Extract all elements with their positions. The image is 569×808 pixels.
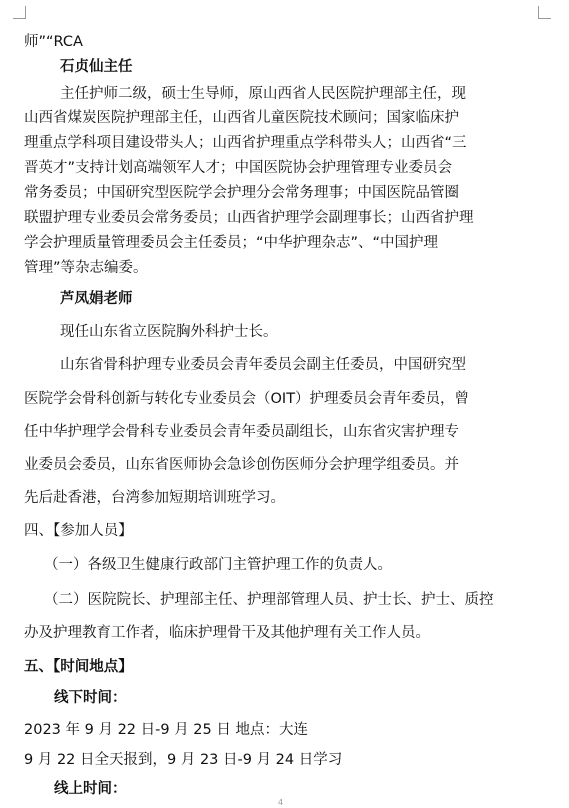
text-line: 联盟护理专业委员会常务委员；山西省护理学会副理事长；山西省护理 bbox=[24, 210, 474, 226]
text-line: 办及护理教育工作者，临床护理骨干及其他护理有关工作人员。 bbox=[24, 625, 430, 641]
page-number: 4 bbox=[278, 798, 284, 807]
text-line: 山西省煤炭医院护理部主任，山西省儿童医院技术顾问；国家临床护 bbox=[24, 110, 459, 126]
text-line: 晋英才”支持计划高端领军人才；中国医院协会护理管理专业委员会 bbox=[24, 160, 453, 176]
list-item: （一）各级卫生健康行政部门主管护理工作的负责人。 bbox=[44, 557, 392, 573]
subheading-offline-time: 线下时间： bbox=[54, 690, 127, 706]
page-corner-mark-top-right bbox=[538, 6, 551, 19]
text-line: 现任山东省立医院胸外科护士长。 bbox=[60, 324, 278, 340]
text-line: 理重点学科项目建设带头人；山西省护理重点学科带头人；山西省“三 bbox=[24, 135, 467, 151]
text-line: 山东省骨科护理专业委员会青年委员会副主任委员，中国研究型 bbox=[60, 357, 466, 373]
text-line: 2023 年 9 月 22 日-9 月 25 日 地点：大连 bbox=[24, 722, 308, 738]
section-heading-time-place: 五、【时间地点】 bbox=[24, 659, 133, 675]
text-line: 医院学会骨科创新与转化专业委员会（OIT）护理委员会青年委员，曾 bbox=[24, 391, 470, 407]
text-line: 业委员会委员，山东省医师协会急诊创伤医师分会护理学组委员。并 bbox=[24, 457, 459, 473]
text-line: 学会护理质量管理委员会主任委员；“中华护理杂志”、“中国护理 bbox=[24, 235, 439, 251]
section-heading-participants: 四、【参加人员】 bbox=[24, 523, 133, 539]
text-line: 师”“RCA bbox=[24, 34, 83, 50]
section-heading-lu-fengjuan: 芦凤娟老师 bbox=[60, 291, 133, 307]
text-line: 管理”等杂志编委。 bbox=[24, 260, 148, 276]
section-heading-shi-zhenxian: 石贞仙主任 bbox=[60, 59, 133, 75]
text-line: 任中华护理学会骨科专业委员会青年委员副组长，山东省灾害护理专 bbox=[24, 424, 459, 440]
text-line: 先后赴香港，台湾参加短期培训班学习。 bbox=[24, 490, 285, 506]
text-line: 常务委员；中国研究型医院学会护理分会常务理事；中国医院品管圈 bbox=[24, 185, 459, 201]
subheading-online-time: 线上时间： bbox=[54, 781, 127, 797]
list-item: （二）医院院长、护理部主任、护理部管理人员、护士长、护士、质控 bbox=[44, 592, 494, 608]
text-line: 9 月 22 日全天报到，9 月 23 日-9 月 24 日学习 bbox=[24, 752, 343, 768]
text-line: 主任护师二级，硕士生导师，原山西省人民医院护理部主任，现 bbox=[60, 86, 466, 102]
page-corner-mark-top-left bbox=[13, 6, 26, 19]
